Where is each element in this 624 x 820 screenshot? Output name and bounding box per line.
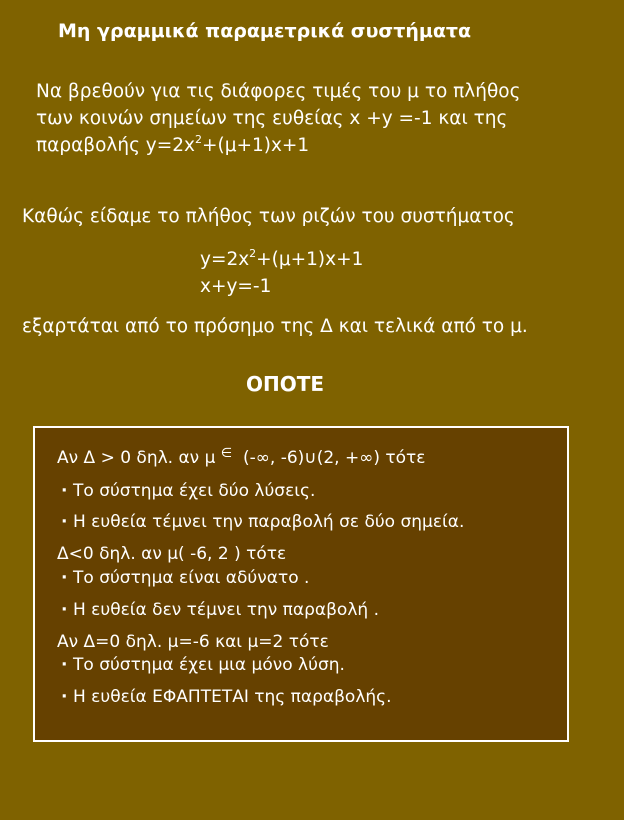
bullet-icon	[61, 687, 73, 707]
case-2-bullet-2	[61, 600, 379, 620]
case-3-bullet-1-text: Το σύστημα έχει μια μόνο λύση.	[73, 655, 345, 675]
bullet-icon	[61, 655, 73, 675]
bullet-icon	[61, 481, 73, 501]
equation-1-pre: y=2x	[200, 249, 250, 270]
depends-text: εξαρτάται από το πρόσημο της Δ και τελικά από το μ.	[22, 316, 528, 337]
problem-statement	[36, 78, 606, 159]
case-2-bullet-2-text: Η ευθεία δεν τέμνει την παραβολή .	[73, 600, 379, 620]
case-1-heading-b: (-∞, -6)∪(2, +∞) τότε	[242, 448, 426, 468]
problem-line-1: Να βρεθούν για τις διάφορες τιμές του μ το πλήθος	[36, 81, 521, 102]
intro-text: Καθώς είδαμε το πλήθος των ριζών του συστήματος	[22, 206, 515, 227]
equation-2: x+y=-1	[200, 276, 272, 297]
case-1-bullet-1-text: Το σύστημα έχει δύο λύσεις.	[73, 481, 316, 501]
case-1-bullet-2	[61, 512, 464, 532]
case-3-bullet-1	[61, 655, 345, 675]
case-2-bullet-1-text: Το σύστημα είναι αδύνατο .	[73, 568, 310, 588]
equation-1	[200, 246, 363, 273]
exponent: 2	[249, 247, 257, 260]
case-2-bullet-1	[61, 568, 309, 588]
case-3-heading: Αν Δ=0 δηλ. μ=-6 και μ=2 τότε	[57, 632, 329, 652]
page-title: Μη γραμμικά παραμετρικά συστήματα	[58, 20, 472, 42]
bullet-icon	[61, 600, 73, 620]
case-1-heading	[57, 448, 425, 468]
case-1-bullet-1	[61, 481, 315, 501]
equation-system	[200, 246, 363, 300]
case-1-bullet-2-text: Η ευθεία τέμνει την παραβολή σε δύο σημεία.	[73, 512, 465, 532]
bullet-icon	[61, 512, 73, 532]
exponent: 2	[194, 133, 202, 146]
element-of-symbol: ∈	[220, 446, 233, 461]
cases-box	[33, 426, 569, 742]
case-3-bullet-2-text: Η ευθεία ΕΦΑΠΤΕΤΑΙ της παραβολής.	[73, 687, 392, 707]
case-2-heading: Δ<0 δηλ. αν μ( -6, 2 ) τότε	[57, 544, 287, 564]
case-3-bullet-2	[61, 687, 392, 707]
case-1-heading-a: Αν Δ > 0 δηλ. αν μ	[57, 448, 216, 468]
problem-line-3-post: +(μ+1)x+1	[201, 135, 310, 156]
problem-line-3	[36, 132, 606, 159]
equation-1-post: +(μ+1)x+1	[256, 249, 364, 270]
therefore-heading: ΟΠΟΤΕ	[246, 372, 325, 396]
problem-line-3-pre: παραβολής y=2x	[36, 135, 195, 156]
bullet-icon	[61, 568, 73, 588]
problem-line-2: των κοινών σημείων της ευθείας x +y =-1 και της	[36, 108, 508, 129]
